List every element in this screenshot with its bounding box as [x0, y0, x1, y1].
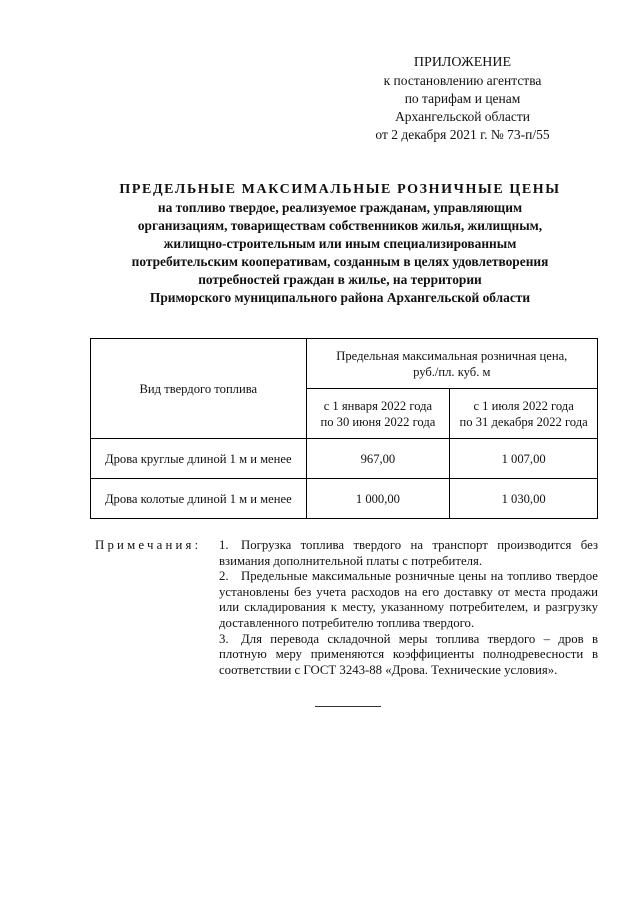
- title-line: на топливо твердое, реализуемое гражданам, управляющим: [157, 200, 523, 215]
- title-line: организациям, товариществам собственников жилья, жилищным,: [137, 218, 543, 233]
- fuel-type-cell: Дрова круглые длиной 1 м и менее: [91, 439, 307, 479]
- period-line: с 1 января 2022 года: [323, 398, 433, 413]
- table-header-row: [91, 339, 598, 389]
- price-cell: 1 030,00: [450, 479, 598, 519]
- period-header-1: [306, 389, 450, 439]
- note-number: 1.: [219, 538, 229, 552]
- price-cell: 1 000,00: [306, 479, 450, 519]
- notes-list: [219, 538, 598, 678]
- period-line: с 1 июля 2022 года: [473, 398, 574, 413]
- fuel-type-header: Вид твердого топлива: [91, 339, 307, 439]
- period-header-2: [450, 389, 598, 439]
- end-separator-line: [315, 706, 381, 707]
- title-line: жилищно-строительным или иным специализированным: [163, 236, 517, 251]
- notes-label: Примечания:: [95, 538, 202, 552]
- price-header-unit: руб./пл. куб. м: [413, 364, 491, 379]
- price-header: [306, 339, 597, 389]
- note-text: Предельные максимальные розничные цены на топливо твердое установлены без учета расходов на его доставку от места продажи или складирования к месту, указанному потребителем, и разгрузку доставленного потребителю топлива твердого.: [219, 569, 598, 630]
- period-line: по 30 июня 2022 года: [320, 414, 436, 429]
- appendix-title: ПРИЛОЖЕНИЕ: [413, 55, 512, 70]
- appendix-header: [345, 54, 580, 144]
- note-item: [219, 538, 598, 569]
- price-header-line: Предельная максимальная розничная цена,: [336, 348, 568, 363]
- price-table: [90, 338, 598, 519]
- appendix-line: Архангельской области: [395, 109, 530, 124]
- appendix-line: к постановлению агентства: [383, 73, 542, 88]
- note-item: [219, 632, 598, 679]
- table-row: [91, 439, 598, 479]
- appendix-date-line: от 2 декабря 2021 г. № 73-п/55: [375, 127, 550, 142]
- note-text: Для перевода складочной меры топлива твердого – дров в плотную меру применяются коэффициенты полнодревесности в соответствии с ГОСТ 3243-88 «Дрова. Технические условия».: [219, 631, 598, 677]
- fuel-type-cell: Дрова колотые длиной 1 м и менее: [91, 479, 307, 519]
- table-row: [91, 479, 598, 519]
- note-number: 3.: [219, 631, 229, 646]
- note-item: [219, 569, 598, 631]
- title-main: ПРЕДЕЛЬНЫЕ МАКСИМАЛЬНЫЕ РОЗНИЧНЫЕ ЦЕНЫ: [119, 182, 561, 197]
- title-line: потребностей граждан в жилье, на территории: [198, 272, 482, 287]
- note-text: Погрузка топлива твердого на транспорт производится без взимания дополнительной платы с потребителя.: [219, 538, 598, 568]
- title-line: Приморского муниципального района Архангельской области: [149, 290, 531, 305]
- period-line: по 31 декабря 2022 года: [459, 414, 588, 429]
- note-number: 2.: [219, 569, 229, 584]
- appendix-line: по тарифам и ценам: [404, 91, 521, 106]
- title-line: потребительским кооперативам, созданным в целях удовлетворения: [131, 254, 549, 269]
- price-cell: 1 007,00: [450, 439, 598, 479]
- price-cell: 967,00: [306, 439, 450, 479]
- document-title: [60, 180, 620, 307]
